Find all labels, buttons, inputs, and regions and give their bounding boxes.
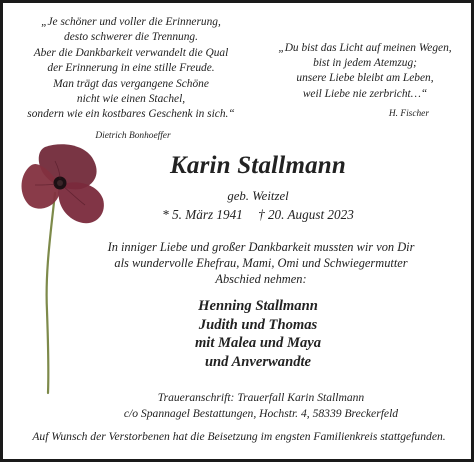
quote-line: sondern wie ein kostbares Geschenk in sich.“ — [27, 108, 235, 121]
fischer-quote — [265, 41, 465, 122]
address-line: c/o Spannagel Bestattungen, Hochstr. 4, 58339 Breckerfeld — [123, 406, 399, 420]
deceased-name: Karin Stallmann — [170, 152, 346, 179]
farewell-text — [61, 240, 461, 287]
quote-line: der Erinnerung in eine stille Freude. — [47, 62, 215, 75]
quote-author: H. Fischer — [388, 108, 429, 119]
farewell-line: In inniger Liebe und großer Dankbarkeit mussten wir von Dir — [107, 240, 415, 254]
quote-author: Dietrich Bonhoeffer — [95, 130, 171, 141]
quote-line: unsere Liebe bleibt am Leben, — [296, 72, 434, 85]
quote-line: desto schwerer die Trennung. — [64, 31, 198, 44]
burial-note: Auf Wunsch der Verstorbenen hat die Beisetzung im engsten Familienkreis stattgefunden. — [32, 430, 446, 443]
mourner-name: mit Malea und Maya — [194, 335, 322, 352]
mourning-address — [61, 390, 461, 421]
quote-line: „Du bist das Licht auf meinen Wegen, — [278, 42, 452, 54]
quote-line: „Je schöner und voller die Erinnerung, — [41, 16, 221, 28]
mourner-name: und Anverwandte — [204, 353, 312, 370]
birth-date: * 5. März 1941 — [162, 207, 243, 222]
death-date: † 20. August 2023 — [258, 207, 354, 222]
quote-line: Aber die Dankbarkeit verwandelt die Qual — [33, 46, 229, 59]
quote-line: weil Liebe nie zerbricht…“ — [302, 87, 428, 100]
mourner-name: Judith und Thomas — [198, 316, 318, 333]
quote-line: Man trägt das vergangene Schöne — [53, 77, 209, 90]
life-dates — [123, 207, 393, 223]
maiden-name: geb. Weitzel — [227, 189, 289, 203]
bonhoeffer-quote — [19, 15, 243, 144]
mourner-name: Henning Stallmann — [198, 298, 318, 314]
quote-line: bist in jedem Atemzug; — [313, 57, 417, 70]
farewell-line: als wundervolle Ehefrau, Mami, Omi und Schwiegermutter — [114, 255, 408, 270]
address-line: Traueranschrift: Trauerfall Karin Stallmann — [157, 391, 365, 404]
quote-line: nicht wie einen Stachel, — [76, 93, 186, 106]
farewell-line: Abschied nehmen: — [215, 271, 307, 286]
mourners-list — [123, 297, 393, 371]
